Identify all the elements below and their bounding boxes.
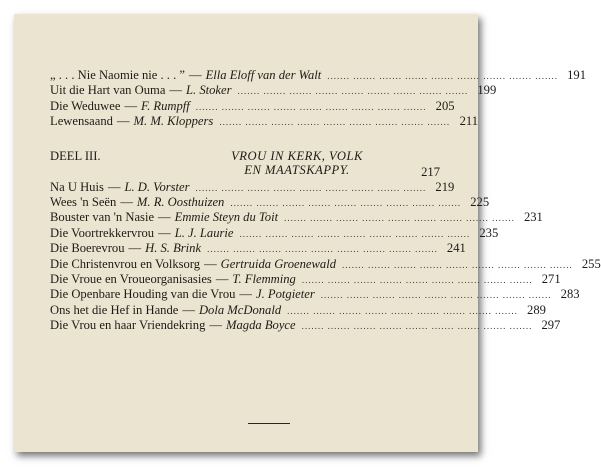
entry-separator: — bbox=[116, 114, 130, 129]
toc-entry bbox=[50, 287, 580, 302]
entry-author: Ella Eloff van der Walt bbox=[205, 68, 322, 82]
entry-title: Lewensaand bbox=[50, 114, 113, 129]
entry-author: Dola McDonald bbox=[198, 302, 282, 317]
toc-entry bbox=[50, 318, 561, 333]
entry-title: Ons het die Hef in Hande bbox=[50, 302, 179, 317]
entry-page-number: 271 bbox=[541, 271, 561, 286]
entry-author: H. S. Brink bbox=[145, 241, 202, 256]
section-title-line-2: EN MAATSKAPPY. bbox=[244, 162, 350, 177]
entry-separator: — bbox=[169, 83, 183, 98]
entry-author: L. J. Laurie bbox=[174, 225, 234, 240]
entry-separator: — bbox=[158, 210, 171, 225]
entry-title: Bouster van 'n Nasie bbox=[50, 210, 155, 225]
entry-title: Die Weduwee bbox=[50, 98, 121, 113]
entry-page-number: 297 bbox=[541, 318, 561, 333]
entry-title: Die Openbare Houding van die Vrou bbox=[50, 287, 236, 302]
toc-entry bbox=[50, 271, 561, 287]
dot-leader: ....... ....... ....... ....... ....... ....... ....... ....... ....... bbox=[219, 117, 451, 128]
toc-entry bbox=[50, 83, 497, 98]
entry-separator: — bbox=[189, 68, 202, 82]
dot-leader: ....... ....... ....... ....... ....... ....... ....... ....... ....... bbox=[301, 274, 533, 285]
entry-page-number: 235 bbox=[479, 225, 499, 240]
entry-page-number: 191 bbox=[567, 68, 587, 82]
entry-author: T. Flemming bbox=[232, 271, 296, 286]
entry-page-number: 211 bbox=[459, 114, 479, 129]
dot-leader: ....... ....... ....... ....... ....... ....... ....... ....... ....... bbox=[320, 290, 552, 301]
dot-leader: ....... ....... ....... ....... ....... ....... ....... ....... ....... bbox=[195, 101, 427, 112]
dot-leader: ....... ....... ....... ....... ....... ....... ....... ....... ....... bbox=[195, 182, 427, 193]
entry-author: M. M. Kloppers bbox=[133, 114, 214, 129]
entry-title: Uit die Hart van Ouma bbox=[50, 83, 166, 98]
entry-title: Die Vroue en Vroueorganisasies bbox=[50, 271, 212, 286]
dot-leader: ....... ....... ....... ....... ....... ....... ....... ....... ....... bbox=[239, 228, 471, 239]
dot-leader: ....... ....... ....... ....... ....... ....... ....... ....... ....... bbox=[287, 305, 518, 316]
toc-entry bbox=[50, 194, 490, 210]
entry-page-number: 241 bbox=[446, 241, 466, 256]
entry-separator: — bbox=[209, 318, 222, 333]
entry-separator: — bbox=[182, 302, 195, 317]
dot-leader: ....... ....... ....... ....... ....... ....... ....... ....... ....... bbox=[284, 213, 515, 224]
entry-title: Die Boerevrou bbox=[50, 241, 125, 256]
toc-entry bbox=[50, 114, 479, 129]
entry-page-number: 283 bbox=[560, 287, 580, 302]
entry-title: Na U Huis bbox=[50, 179, 104, 194]
section-title-line-1: VROU IN KERK, VOLK bbox=[231, 148, 363, 163]
entry-separator: — bbox=[128, 241, 142, 256]
bottom-rule bbox=[248, 423, 290, 424]
entry-page-number: 255 bbox=[581, 256, 601, 271]
entry-separator: — bbox=[120, 194, 133, 209]
entry-separator: — bbox=[204, 256, 217, 271]
dot-leader: ....... ....... ....... ....... ....... ....... ....... ....... ....... bbox=[327, 71, 559, 81]
toc-entry bbox=[50, 302, 546, 318]
section-label: DEEL III. bbox=[50, 148, 101, 163]
dot-leader: ....... ....... ....... ....... ....... ....... ....... ....... ....... bbox=[301, 321, 533, 332]
entry-title: Die Voortrekkervrou bbox=[50, 225, 155, 240]
entry-page-number: 219 bbox=[435, 179, 455, 194]
dot-leader: ....... ....... ....... ....... ....... ....... ....... ....... ....... bbox=[207, 244, 438, 255]
table-of-contents bbox=[50, 68, 601, 333]
entry-author: M. R. Oosthuizen bbox=[136, 194, 225, 209]
toc-entry bbox=[50, 210, 543, 225]
toc-entry bbox=[50, 241, 466, 256]
entry-author: Emmie Steyn du Toit bbox=[174, 210, 279, 225]
section-page-number: 217 bbox=[421, 164, 440, 179]
entry-separator: — bbox=[215, 271, 229, 286]
entry-author: L. D. Vorster bbox=[124, 179, 190, 194]
entry-page-number: 205 bbox=[435, 98, 455, 113]
toc-entry bbox=[50, 179, 455, 195]
entry-page-number: 289 bbox=[527, 302, 546, 317]
entry-separator: — bbox=[239, 287, 253, 302]
entry-author: F. Rumpff bbox=[141, 98, 190, 113]
dot-leader: ....... ....... ....... ....... ....... ....... ....... ....... ....... bbox=[237, 86, 469, 97]
dot-leader: ....... ....... ....... ....... ....... ....... ....... ....... ....... bbox=[342, 259, 573, 270]
toc-entry bbox=[50, 225, 499, 241]
entry-title: Die Christenvrou en Volksorg bbox=[50, 256, 201, 271]
entry-author: Gertruida Groenewald bbox=[220, 256, 336, 271]
section-title bbox=[182, 149, 412, 177]
entry-page-number: 225 bbox=[470, 194, 490, 209]
entry-author: Magda Boyce bbox=[226, 318, 296, 333]
entry-page-number: 231 bbox=[523, 210, 543, 225]
entry-separator: — bbox=[158, 225, 171, 240]
toc-entry bbox=[50, 68, 587, 83]
toc-entry bbox=[50, 98, 455, 114]
entry-separator: — bbox=[107, 179, 121, 194]
entry-title: Wees 'n Seën bbox=[50, 194, 117, 209]
toc-entry bbox=[50, 256, 601, 272]
entry-author: J. Potgieter bbox=[256, 287, 315, 302]
dot-leader: ....... ....... ....... ....... ....... ....... ....... ....... ....... bbox=[230, 197, 462, 208]
entry-title: Die Vrou en haar Vriendekring bbox=[50, 318, 206, 333]
entry-separator: — bbox=[124, 98, 138, 113]
book-page bbox=[14, 14, 601, 452]
entry-page-number: 199 bbox=[477, 83, 497, 98]
entry-title: „ . . . Nie Naomie nie . . . ” bbox=[50, 68, 185, 82]
section-heading bbox=[50, 149, 440, 180]
entry-author: L. Stoker bbox=[186, 83, 232, 98]
